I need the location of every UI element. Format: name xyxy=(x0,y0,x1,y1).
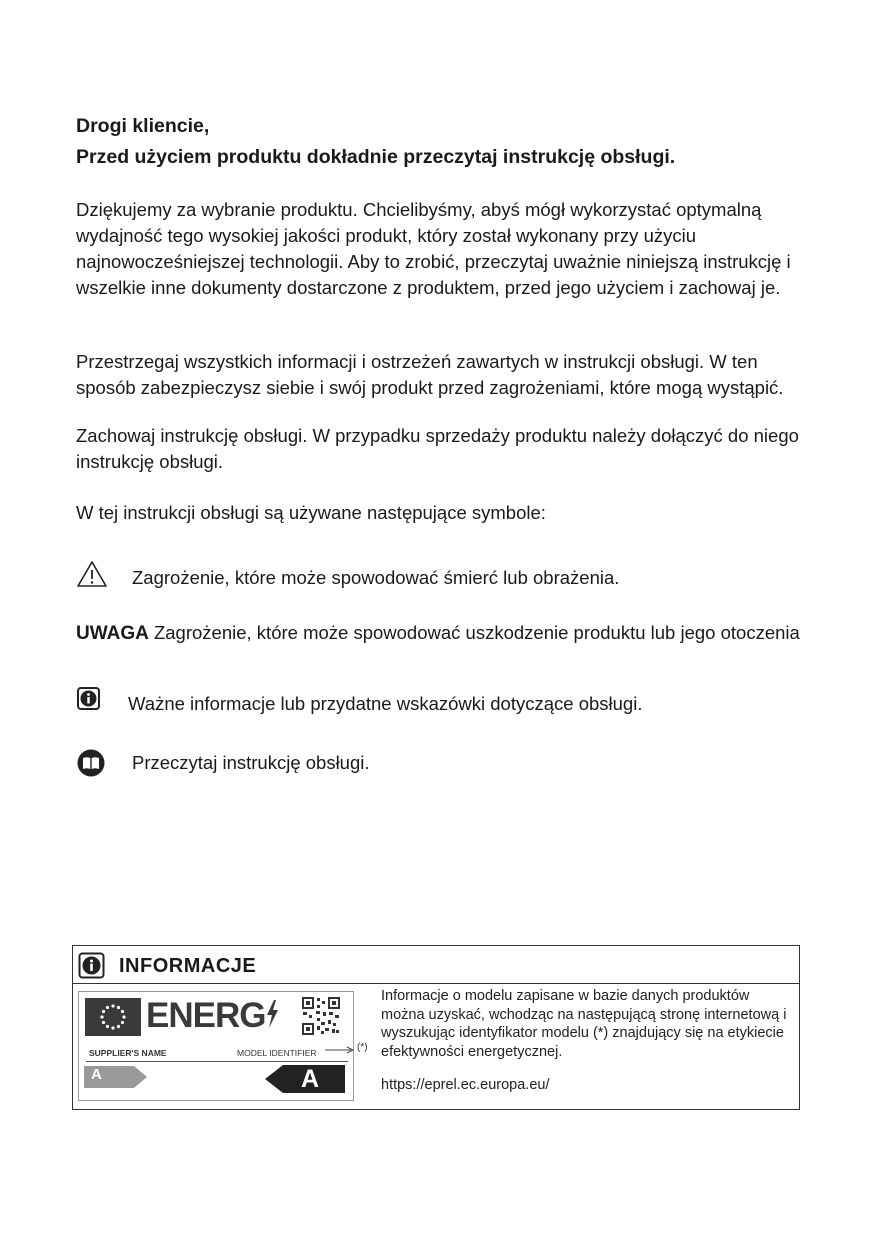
symbols-intro: W tej instrukcji obsługi są używane następujące symbole: xyxy=(76,502,546,523)
warning-triangle-icon xyxy=(76,560,108,593)
symbol-row-caution xyxy=(76,618,811,649)
symbol-row-warning xyxy=(76,560,816,594)
symbol-row-info xyxy=(76,686,816,720)
lightning-icon xyxy=(265,1000,279,1033)
intro-paragraph: Dziękujemy za wybranie produktu. Chcielibyśmy, abyś mógł wykorzystać optymalną wydajność tego wysokiej jakości produkt, który został wykonany przy użyciu najnowocześniejszej technologii. Aby to zrobić, przeczytaj uważnie niniejszą instrukcję i wszelkie inne dokumenty dostarczone z produktem, przed jego użyciem i zachowaj je. xyxy=(76,199,791,298)
greeting-line-1: Drogi kliencie, xyxy=(76,115,210,137)
information-box xyxy=(72,945,800,1110)
safety-paragraph: Przestrzegaj wszystkich informacji i ostrzeżeń zawartych w instrukcji obsługi. W ten sposób zabezpieczysz siebie i swój produkt przed zagrożeniami, które mogą wystąpić. xyxy=(76,351,784,398)
supplier-name-label: SUPPLIER'S NAME xyxy=(89,1048,167,1058)
label-divider xyxy=(86,1061,348,1062)
model-marker: (*) xyxy=(357,1042,368,1053)
energy-word: ENERG xyxy=(146,996,266,1035)
manual-description: Przeczytaj instrukcję obsługi. xyxy=(132,752,370,773)
model-pointer-arrow xyxy=(325,1042,355,1060)
info-box-icon xyxy=(78,952,105,984)
class-letter-right: A xyxy=(301,1065,320,1093)
qr-code-icon xyxy=(301,996,341,1041)
eu-flag-icon xyxy=(85,998,141,1041)
information-box-title: INFORMACJE xyxy=(119,955,257,977)
energy-label xyxy=(78,991,354,1101)
warning-description: Zagrożenie, które może spowodować śmierć lub obrażenia. xyxy=(132,567,620,588)
model-identifier-label: MODEL IDENTIFIER xyxy=(237,1048,317,1058)
caution-description: Zagrożenie, które może spowodować uszkodzenie produktu lub jego otoczenia xyxy=(153,622,800,643)
caution-word: UWAGA xyxy=(76,623,149,644)
book-icon xyxy=(76,748,106,783)
eprel-info-text: Informacje o modelu zapisane w bazie danych produktów można uzyskać, wchodząc na następującą stronę internetową i wyszukując identyfikator modelu (*) znajdujący się na etykiecie efektywności energetycznej. xyxy=(381,988,787,1060)
class-letter-left: A xyxy=(91,1066,102,1083)
info-icon xyxy=(76,686,102,717)
keep-manual-paragraph: Zachowaj instrukcję obsługi. W przypadku sprzedaży produktu należy dołączyć do niego instrukcję obsługi. xyxy=(76,425,799,472)
greeting xyxy=(76,111,836,173)
information-box-header xyxy=(73,946,799,984)
symbol-row-manual xyxy=(76,745,816,779)
greeting-line-2: Przed użyciem produktu dokładnie przeczytaj instrukcję obsługi. xyxy=(76,146,676,168)
eprel-url[interactable]: https://eprel.ec.europa.eu/ xyxy=(381,1077,550,1093)
info-description: Ważne informacje lub przydatne wskazówki dotyczące obsługi. xyxy=(128,693,643,714)
